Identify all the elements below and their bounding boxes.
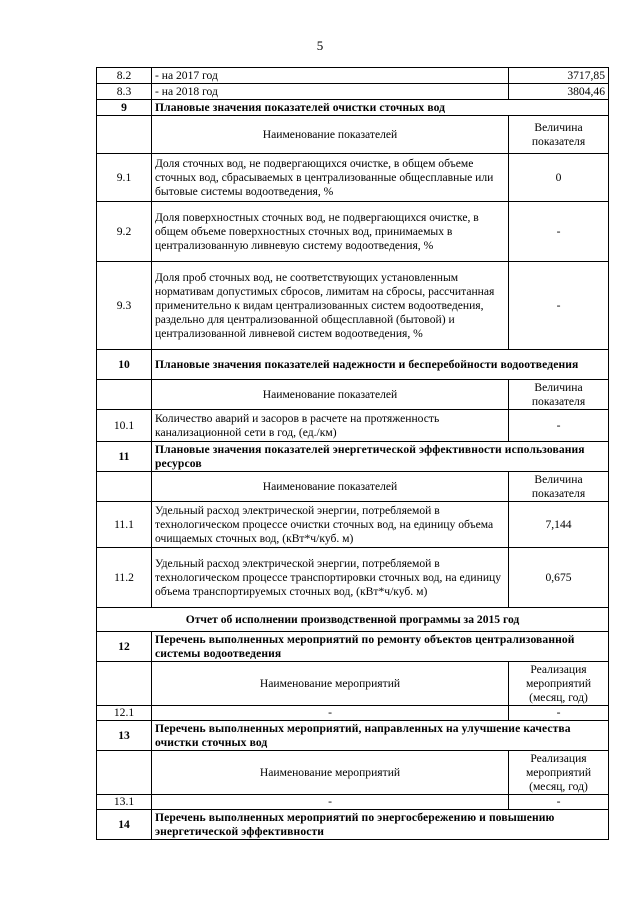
column-header-value: Величина показателя (509, 116, 609, 154)
row-number: 13.1 (97, 795, 152, 810)
section-row (97, 350, 609, 380)
row-number: 11.1 (97, 502, 152, 548)
section-number: 11 (97, 442, 152, 472)
row-text: Доля проб сточных вод, не соответствующих установленным нормативам допустимых сбросов, лимитам на сбросы, рассчитанная применительно к видам централизованных систем водоотведения, раздельно для централизованной общесплавной (бытовой) и централизованной ливневой систем водоотведения, % (152, 262, 509, 350)
section-title: Плановые значения показателей надежности и бесперебойности водоотведения (152, 350, 609, 380)
page-number: 5 (316, 38, 324, 53)
row-text: - на 2018 год (152, 84, 509, 100)
header-row (97, 662, 609, 706)
header-row (97, 751, 609, 795)
indicators-table (96, 67, 609, 840)
row-value: 3804,46 (509, 84, 609, 100)
row-number: 9.1 (97, 154, 152, 202)
section-title: Перечень выполненных мероприятий, направленных на улучшение качества очистки сточных вод (152, 721, 609, 751)
table-row (97, 154, 609, 202)
column-header-name: Наименование показателей (152, 472, 509, 502)
row-number: 8.2 (97, 68, 152, 84)
section-title: Перечень выполненных мероприятий по ремонту объектов централизованной системы водоотведения (152, 632, 609, 662)
column-header-value: Величина показателя (509, 472, 609, 502)
row-value: - (509, 202, 609, 262)
row-text: Количество аварий и засоров в расчете на протяженность канализационной сети в год, (ед./км) (152, 410, 509, 442)
column-header-value: Реализация мероприятий (месяц, год) (509, 751, 609, 795)
section-number: 14 (97, 810, 152, 840)
section-number: 9 (97, 100, 152, 116)
row-value: - (509, 410, 609, 442)
row-number: 9.2 (97, 202, 152, 262)
table-row (97, 706, 609, 721)
row-value: 7,144 (509, 502, 609, 548)
row-text: Доля сточных вод, не подвергающихся очистке, в общем объеме сточных вод, сбрасываемых в централизованные общесплавные или бытовые системы водоотведения, % (152, 154, 509, 202)
row-number: 12.1 (97, 706, 152, 721)
row-text: - (152, 706, 509, 721)
header-row (97, 380, 609, 410)
section-title: Плановые значения показателей энергетической эффективности использования ресурсов (152, 442, 609, 472)
section-title: Плановые значения показателей очистки сточных вод (152, 100, 609, 116)
row-value: - (509, 795, 609, 810)
section-row (97, 100, 609, 116)
section-row (97, 810, 609, 840)
section-row (97, 721, 609, 751)
row-text: Удельный расход электрической энергии, потребляемой в технологическом процессе очистки сточных вод, на единицу объема очищаемых сточных вод, (кВт*ч/куб. м) (152, 502, 509, 548)
row-text: - на 2017 год (152, 68, 509, 84)
section-number: 12 (97, 632, 152, 662)
section-row (97, 442, 609, 472)
column-header-name: Наименование показателей (152, 116, 509, 154)
row-text: - (152, 795, 509, 810)
header-row (97, 116, 609, 154)
section-number: 13 (97, 721, 152, 751)
table-row (97, 795, 609, 810)
column-header-value: Величина показателя (509, 380, 609, 410)
section-number: 10 (97, 350, 152, 380)
table-row (97, 262, 609, 350)
row-number: 11.2 (97, 548, 152, 608)
table-row (97, 502, 609, 548)
section-row (97, 632, 609, 662)
report-title: Отчет об исполнении производственной программы за 2015 год (97, 608, 609, 632)
row-value: 0 (509, 154, 609, 202)
table-row (97, 84, 609, 100)
report-row (97, 608, 609, 632)
row-text: Удельный расход электрической энергии, потребляемой в технологическом процессе транспортировки сточных вод, на единицу объема транспортируемых сточных вод, (кВт*ч/куб. м) (152, 548, 509, 608)
row-value: 3717,85 (509, 68, 609, 84)
table-row (97, 202, 609, 262)
table-row (97, 68, 609, 84)
header-row (97, 472, 609, 502)
row-number: 10.1 (97, 410, 152, 442)
column-header-value: Реализация мероприятий (месяц, год) (509, 662, 609, 706)
row-number: 8.3 (97, 84, 152, 100)
table-row (97, 410, 609, 442)
row-value: - (509, 706, 609, 721)
row-value: 0,675 (509, 548, 609, 608)
section-title: Перечень выполненных мероприятий по энергосбережению и повышению энергетической эффективности (152, 810, 609, 840)
column-header-name: Наименование мероприятий (152, 662, 509, 706)
row-number: 9.3 (97, 262, 152, 350)
column-header-name: Наименование показателей (152, 380, 509, 410)
row-value: - (509, 262, 609, 350)
row-text: Доля поверхностных сточных вод, не подвергающихся очистке, в общем объеме поверхностных сточных вод, принимаемых в централизованную ливневую систему водоотведения, % (152, 202, 509, 262)
table-row (97, 548, 609, 608)
column-header-name: Наименование мероприятий (152, 751, 509, 795)
